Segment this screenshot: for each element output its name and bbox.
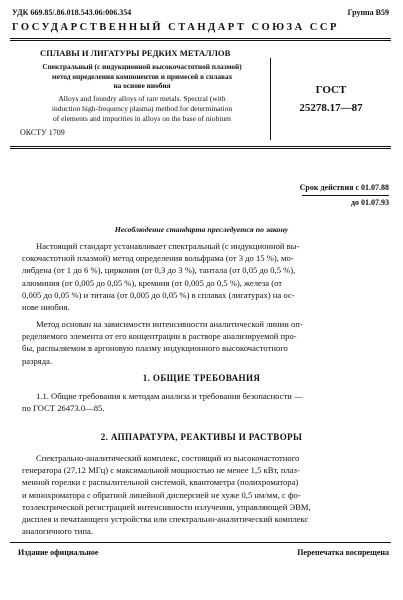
section-2-line: генератора (27,12 МГц) с максимальной мощностью не менее 1,5 кВт, плаз-: [22, 465, 300, 476]
section-2-body: [22, 452, 389, 537]
en-subtitle-line: Alloys and foundry alloys of rare metals. Spectral (with: [58, 94, 226, 103]
footer-reprint-notice: Перепечатка воспрещена: [297, 548, 389, 557]
group-code: Группа В59: [347, 8, 389, 17]
intro-line: 0,005 до 0,05 %) и титана (от 0,005 до 0,05 %) в сплавах (лигатурах) на ос-: [22, 289, 295, 300]
intro-line: нове ниобия.: [22, 302, 70, 313]
intro-paragraph-1: [22, 240, 389, 313]
udk-code: УДК 669.85/.86.018.543.06:006.354: [12, 8, 132, 17]
en-subtitle: [14, 94, 270, 123]
section-1-line: по ГОСТ 26473.0—85.: [22, 403, 105, 414]
intro-line: сокочастотной плазмой) метод определения вольфрама (от 3 до 15 %), мо-: [22, 253, 294, 264]
section-1-body: [22, 390, 389, 414]
intro-line: Метод основан на зависимости интенсивности аналитической линии оп-: [36, 319, 303, 329]
header-rule-2: [10, 40, 391, 41]
standard-title: ГОСУДАРСТВЕННЫЙ СТАНДАРТ СОЮЗА ССР: [12, 22, 339, 33]
validity-from: Срок действия с 01.07.88: [299, 183, 389, 192]
validity-to: до 01.07.93: [350, 198, 389, 207]
section-2-heading: 2. АППАРАТУРА, РЕАКТИВЫ И РАСТВОРЫ: [100, 432, 303, 442]
section-1-line: 1.1. Общие требования к методам анализа и требования безопасности —: [36, 391, 303, 401]
intro-paragraph-2: [22, 318, 389, 367]
section-2-line: менной горелки с распылительной системой, квантометра (полихроматора): [22, 477, 299, 488]
gost-number: 25278.17—87: [299, 102, 363, 114]
ru-subtitle-line: метод определения компонентов и примесей в сплавах: [51, 71, 233, 81]
section-2-line: Спектрально-аналитический комплекс, состоящий из высокочастотного: [36, 453, 300, 463]
gost-label: ГОСТ: [315, 84, 347, 96]
intro-line: либдена (от 1 до 6 %), циркония (от 0,3 до 3 %), тантала (от 0,05 до 0,5 %),: [22, 265, 296, 276]
footer-rule: [10, 542, 391, 543]
section-2-line: тоэлектрической регистрацией интенсивности излучения, управляющей ЭВМ,: [22, 501, 311, 512]
en-subtitle-line: induction high-frequency plasma) method for determination: [51, 103, 233, 113]
intro-line: алюминия (от 0,005 до 0,05 %), кремния (от 0,005 до 0,5 %), железа (от: [22, 277, 283, 288]
section-2-line: аналогичного типа.: [22, 526, 93, 537]
main-title: СПЛАВЫ И ЛИГАТУРЫ РЕДКИХ МЕТАЛЛОВ: [40, 48, 231, 58]
okstu-code: ОКСТУ 1709: [20, 128, 65, 137]
en-subtitle-line: of elements and impurities in alloys on the base of niobium: [53, 113, 231, 123]
intro-line: разряда.: [22, 355, 53, 366]
title-divider: [270, 58, 271, 140]
section-1-heading: 1. ОБЩИЕ ТРЕБОВАНИЯ: [142, 373, 261, 383]
section-2-line: дисплея и печатающего устройства или спектрально-аналитический комплекс: [22, 514, 309, 525]
ru-subtitle: [14, 62, 270, 91]
ru-subtitle-line: на основе ниобия: [113, 81, 171, 91]
footer-edition: Издание официальное: [18, 548, 99, 557]
legal-warning: Несоблюдение стандарта преследуется по закону: [114, 225, 289, 234]
validity-underline: [302, 195, 389, 196]
ru-subtitle-line: Спектральный (с индукционной высокочастотной плазмой): [42, 62, 242, 71]
intro-line: Настоящий стандарт устанавливает спектральный (с индукционной вы-: [36, 241, 300, 251]
title-rule-1: [10, 146, 391, 147]
intro-line: бы, распыляемом в аргоновую плазму индукционного высокочастотного: [22, 343, 288, 354]
section-2-line: и монохроматора с обратной линейной дисперсией не хуже 0,5 нм/мм, с фо-: [22, 489, 301, 500]
title-rule-2: [10, 148, 391, 149]
intro-line: ределяемого элемента от его концентрации в растворе анализируемой про-: [22, 331, 297, 342]
header-rule-1: [10, 38, 391, 39]
